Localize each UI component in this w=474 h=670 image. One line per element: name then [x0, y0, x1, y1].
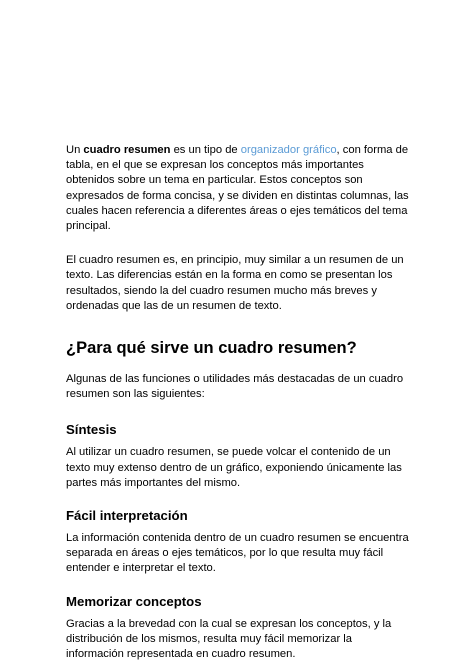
sintesis-text: Al utilizar un cuadro resumen, se puede volcar el contenido de un texto muy extenso dentro de un gráfico, exponiendo únicamente las partes más importantes del mismo. [66, 446, 402, 489]
second-paragraph: El cuadro resumen es, en principio, muy similar a un resumen de un texto. Las diferencias están en la forma en como se presentan los resultados, siendo la del cuadro resumen mucho más breves y ordenadas que las de un resumen de texto. [66, 254, 404, 312]
paragraph-text-middle: es un tipo de [170, 144, 241, 156]
organizador-grafico-link[interactable]: organizador gráfico [240, 144, 337, 156]
memorizar-conceptos-text: Gracias a la brevedad con la cual se expresan los conceptos, y la distribución de los mismos, resulta muy fácil memorizar la información representada en cuadro resumen. [66, 617, 392, 661]
facil-interpretacion-text: La información contenida dentro de un cuadro resumen se encuentra separada en áreas o ejes temáticos, por lo que resulta muy fácil entender e interpretar el texto. [66, 532, 409, 575]
subheading-sintesis: Síntesis [66, 422, 117, 438]
bold-term: cuadro resumen [83, 144, 171, 156]
paragraph-text-rest: , con forma de tabla, en el que se expresan los conceptos más importantes obtenidos sobre un tema en particular. Estos conceptos son expresados de forma concisa, y se dividen en distintas columnas, las cuales hacen referencia a diferentes áreas o ejes temáticos del tema principal. [66, 144, 409, 233]
subheading-memorizar-conceptos: Memorizar conceptos [66, 593, 202, 609]
paragraph-text-start: Un [66, 144, 84, 156]
section-heading: ¿Para qué sirve un cuadro resumen? [66, 339, 357, 358]
document-body [66, 143, 411, 662]
intro-paragraph [66, 143, 411, 234]
functions-intro: Algunas de las funciones o utilidades más destacadas de un cuadro resumen son las siguientes: [66, 373, 404, 401]
subheading-facil-interpretacion: Fácil interpretación [66, 508, 188, 524]
